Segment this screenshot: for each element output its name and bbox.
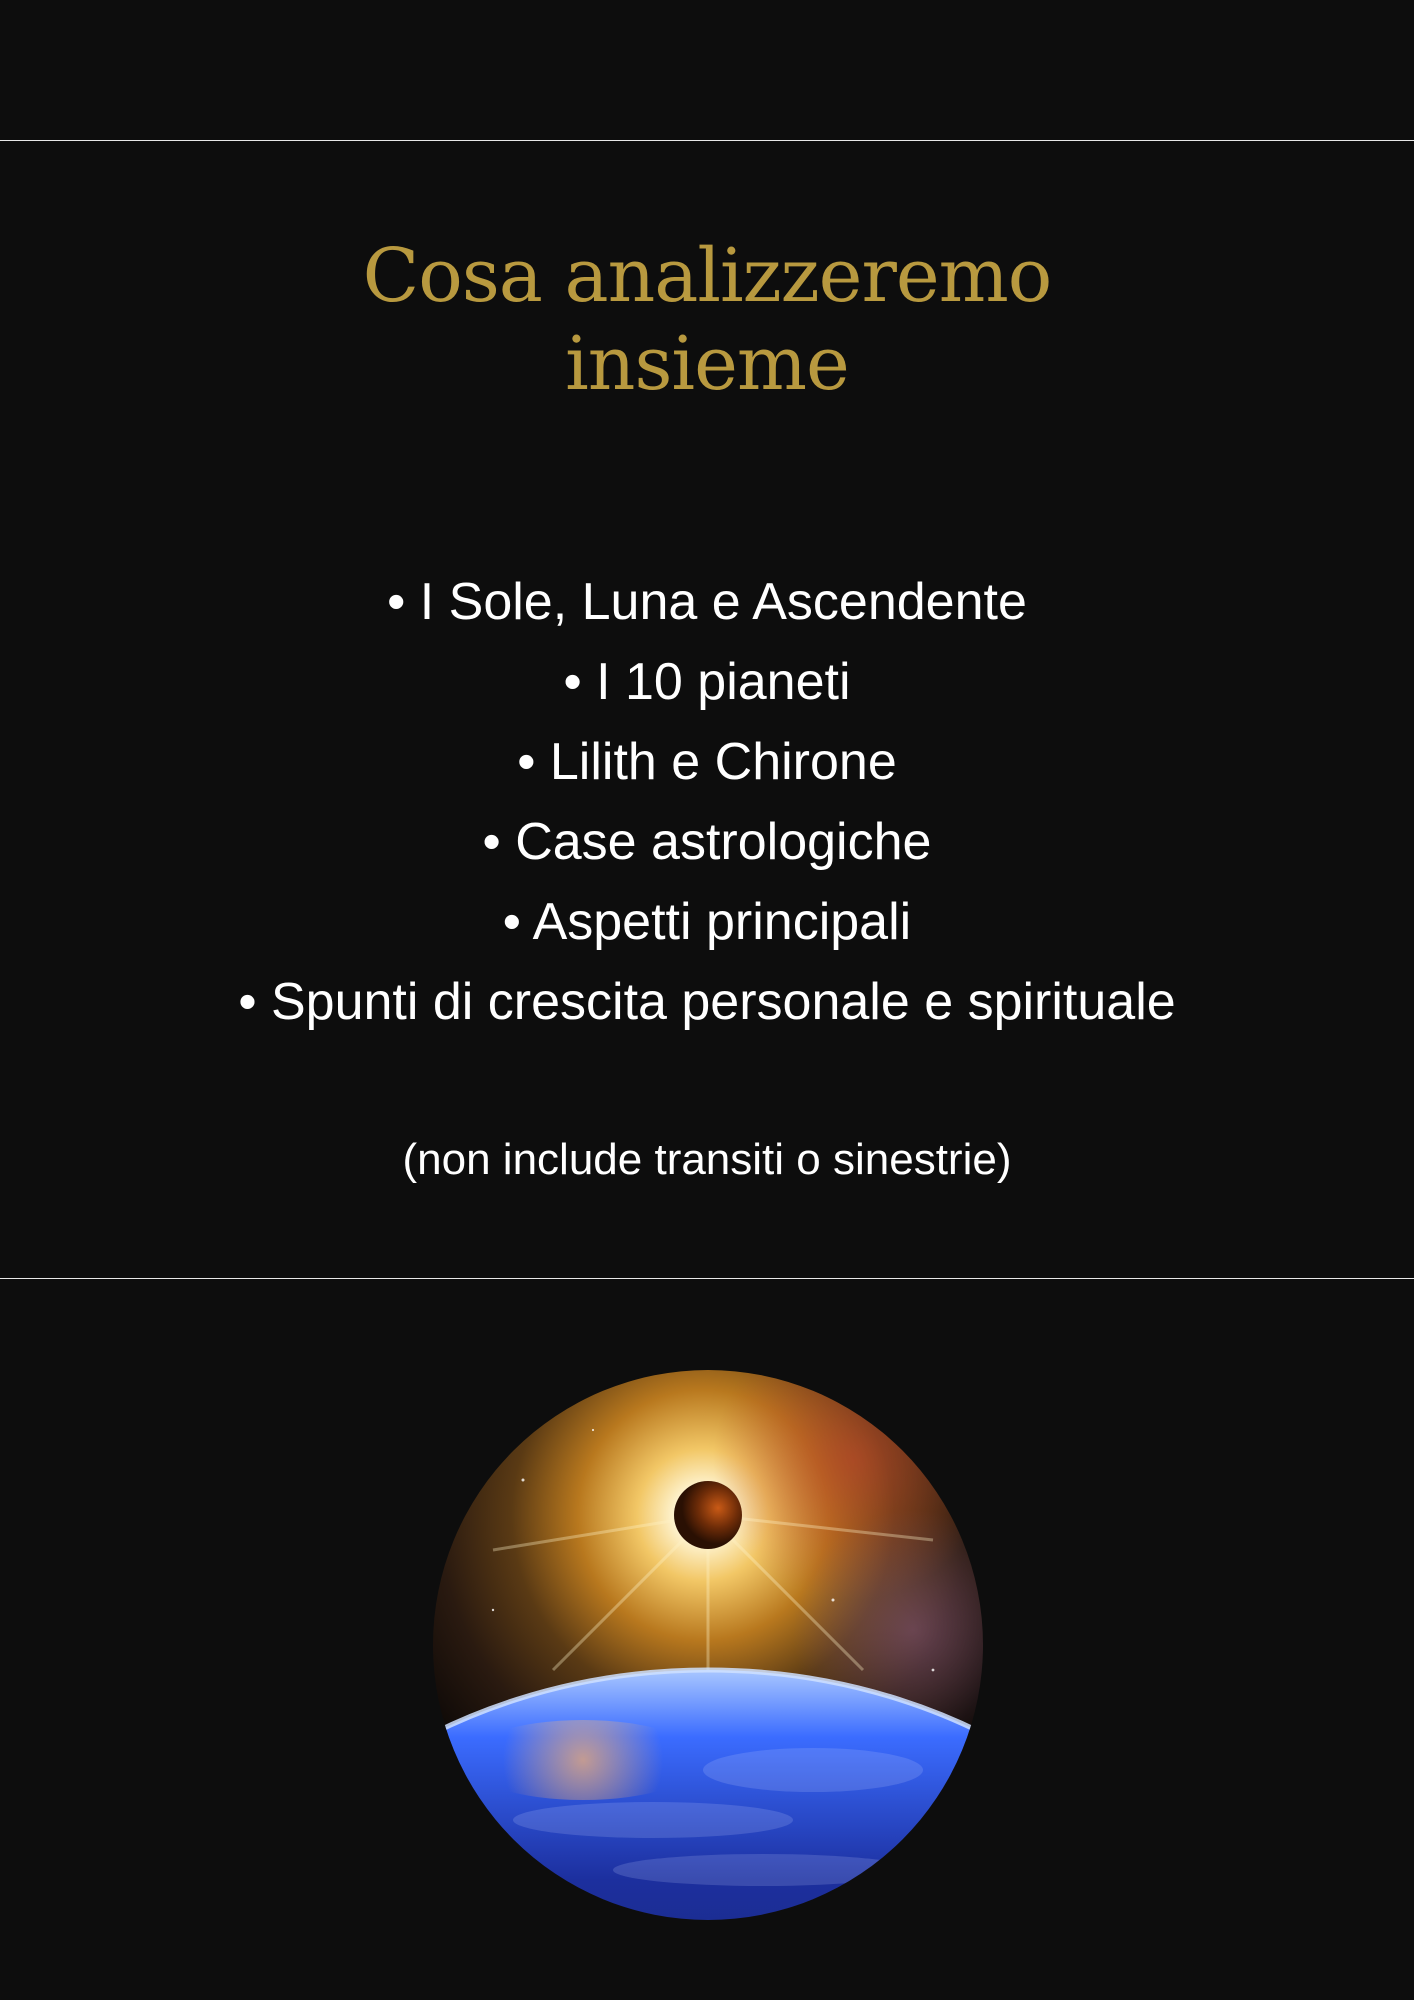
title-line-1: Cosa analizzeremo: [362, 233, 1052, 319]
topics-list: [0, 562, 1414, 1042]
title-line-2: insieme: [565, 321, 849, 407]
list-item: • Lilith e Chirone: [517, 733, 897, 791]
eclipse-over-earth-image: [433, 1370, 983, 1920]
bottom-divider: [0, 1278, 1414, 1279]
list-item: • Case astrologiche: [482, 813, 932, 871]
top-divider: [0, 140, 1414, 141]
list-item: • Aspetti principali: [502, 893, 912, 951]
exclusion-note: (non include transiti o sinestrie): [402, 1135, 1012, 1184]
list-item: • I Sole, Luna e Ascendente: [387, 573, 1027, 631]
list-item: • Spunti di crescita personale e spirituale: [238, 973, 1176, 1031]
page-title: [0, 232, 1414, 408]
list-item: • I 10 pianeti: [563, 653, 851, 711]
